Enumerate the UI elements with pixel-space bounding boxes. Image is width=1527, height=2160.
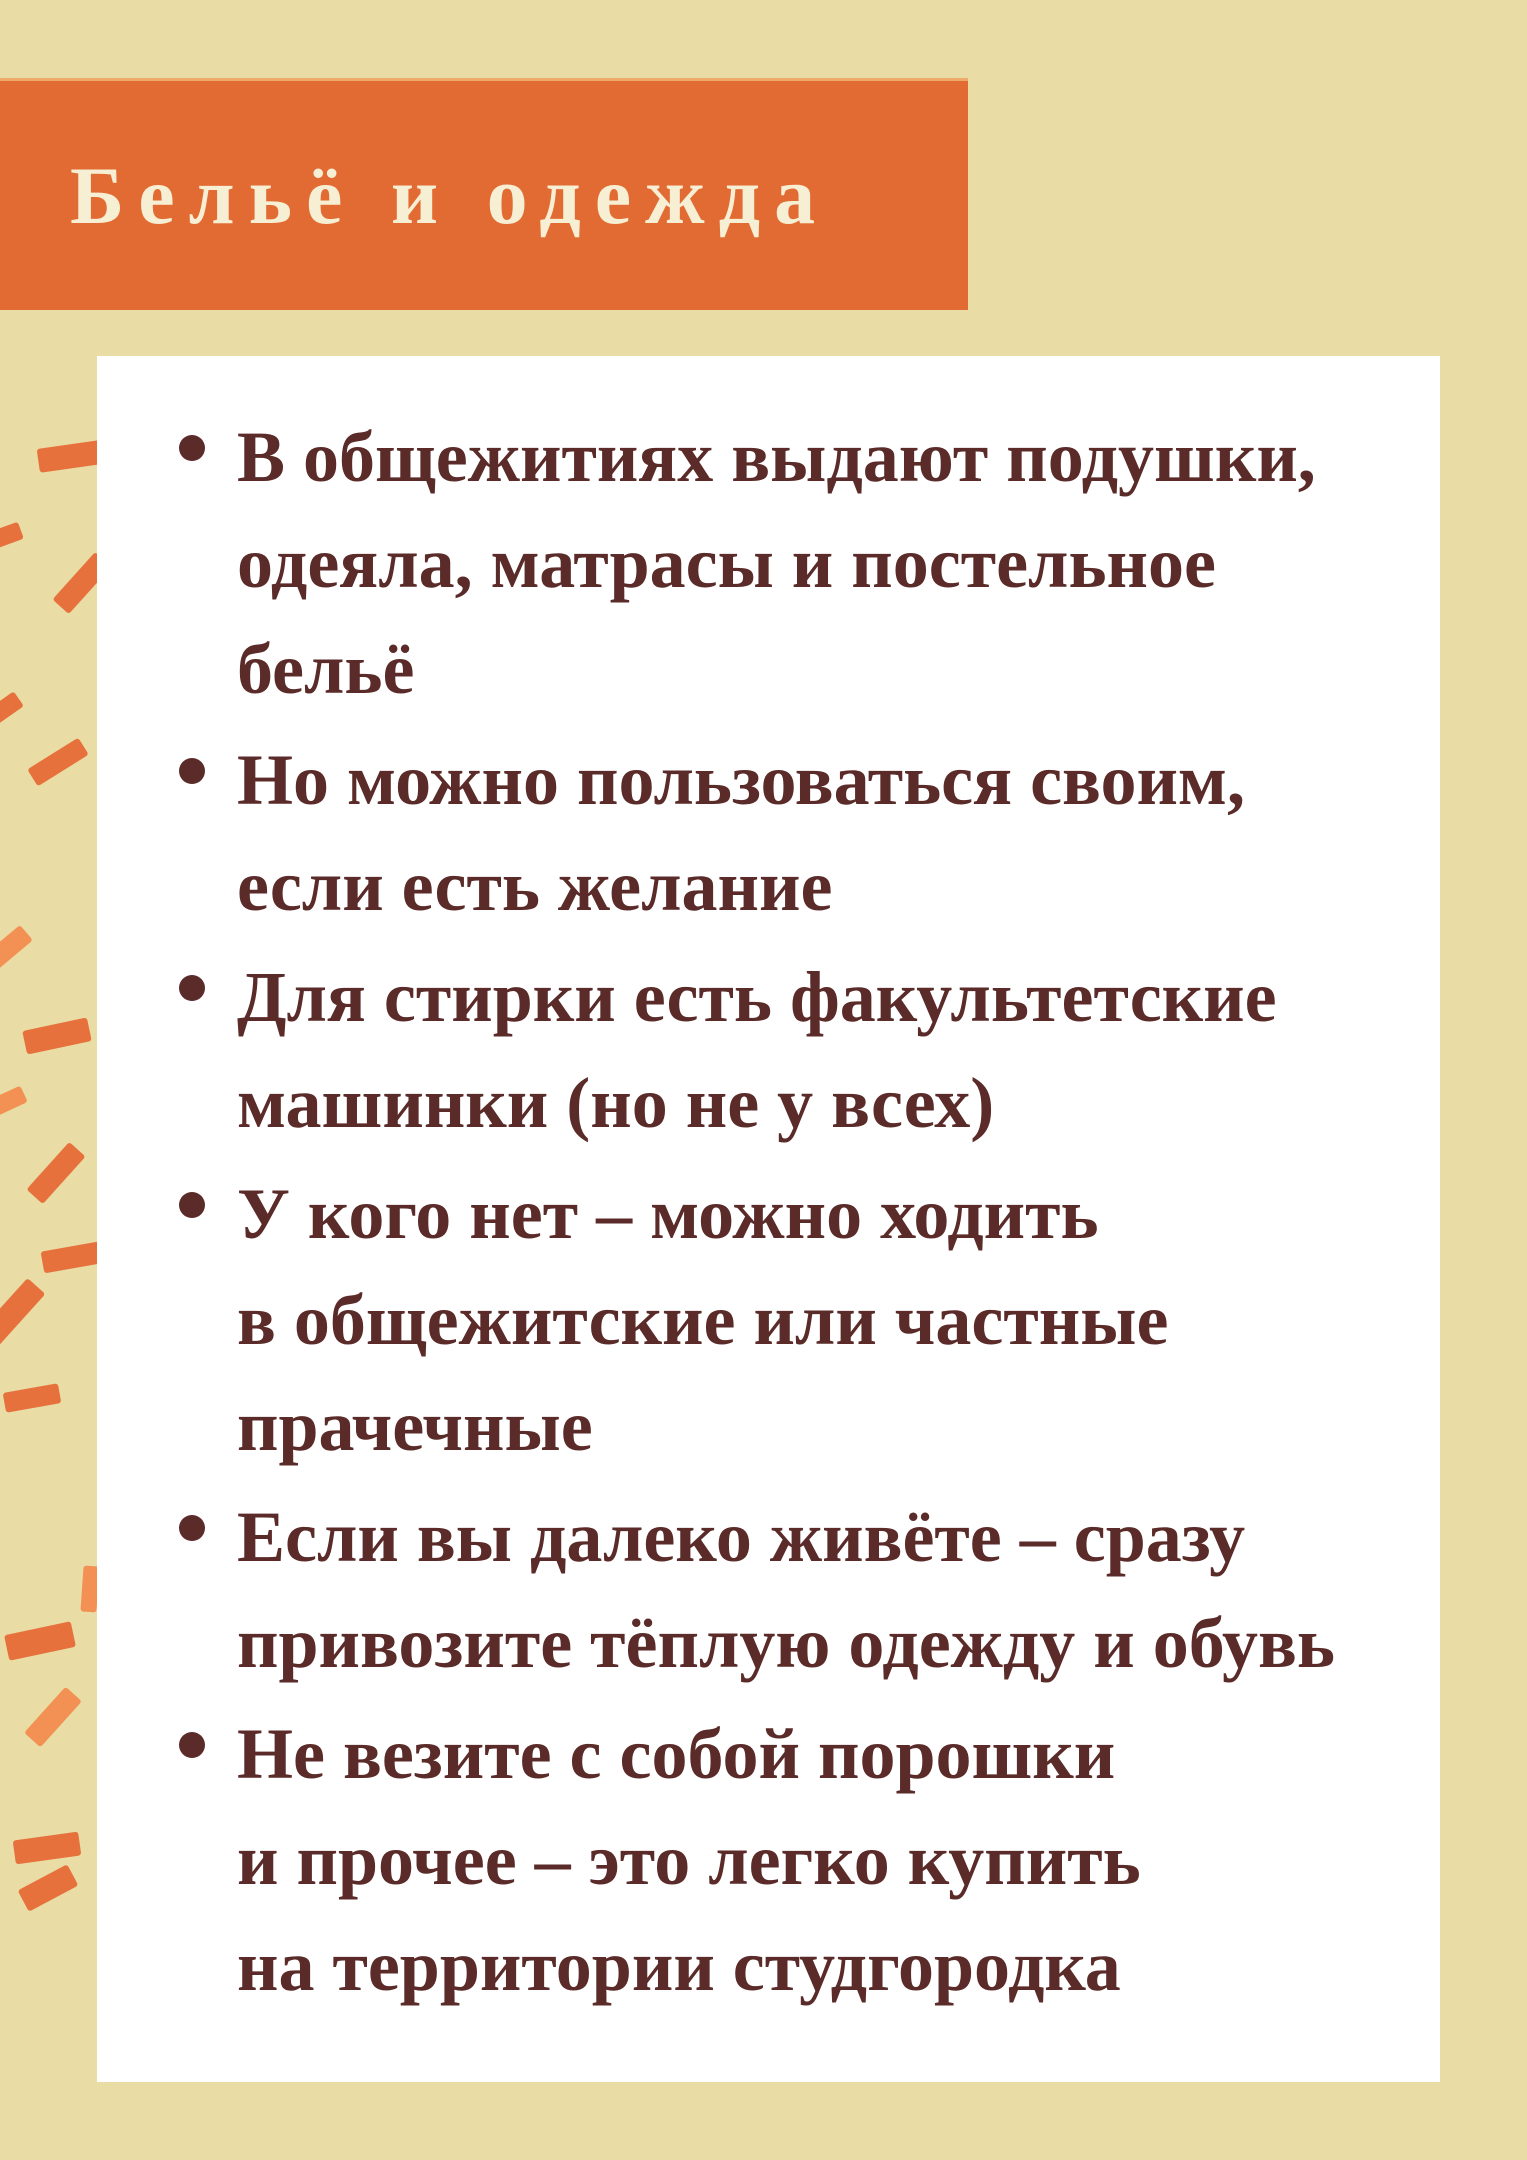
list-item	[237, 944, 1380, 1156]
page-title: Бельё и одежда	[70, 149, 830, 241]
list-item	[237, 1484, 1380, 1696]
confetti-piece	[4, 1621, 76, 1661]
bullet-text-line: прачечные	[237, 1386, 593, 1466]
bullet-text-line: в общежитские или частные	[237, 1280, 1169, 1360]
confetti-piece	[18, 1864, 79, 1911]
bullet-text-line: и прочее – это легко купить	[237, 1820, 1141, 1900]
confetti-piece	[24, 1687, 82, 1748]
bullet-text-line: на территории студгородка	[237, 1926, 1121, 2006]
list-item	[237, 1701, 1380, 2019]
list-item	[237, 404, 1380, 722]
bullet-text-line: машинки (но не у всех)	[237, 1063, 995, 1143]
confetti-piece	[3, 1383, 62, 1412]
confetti-piece	[27, 738, 88, 787]
bullet-text-line: Не везите с собой порошки	[237, 1714, 1116, 1794]
bullet-text-line: Если вы далеко живёте – сразу	[237, 1497, 1246, 1577]
bullet-text-line: Но можно пользоваться своим,	[237, 740, 1245, 820]
confetti-piece	[26, 1142, 85, 1204]
bullet-text-line: В общежитиях выдают подушки,	[237, 417, 1316, 497]
bullet-text-line: Для стирки есть факультетские	[237, 957, 1277, 1037]
bullet-text-line: привозите тёплую одежду и обувь	[237, 1603, 1335, 1683]
list-item	[237, 1161, 1380, 1479]
bullet-text-line: если есть желание	[237, 846, 833, 926]
bullet-text-line: одеяла, матрасы и постельное	[237, 523, 1216, 603]
confetti-piece	[0, 1278, 45, 1346]
confetti-piece	[0, 522, 24, 553]
confetti-piece	[0, 925, 33, 971]
header-band	[0, 78, 968, 310]
bullet-list	[237, 404, 1380, 2019]
bullet-text-line: У кого нет – можно ходить	[237, 1174, 1099, 1254]
content-card	[97, 356, 1440, 2082]
list-item	[237, 727, 1380, 939]
confetti-piece	[22, 1017, 92, 1054]
confetti-piece	[0, 691, 24, 726]
confetti-piece	[0, 1086, 28, 1121]
confetti-piece	[13, 1832, 82, 1865]
bullet-text-line: бельё	[237, 629, 415, 709]
